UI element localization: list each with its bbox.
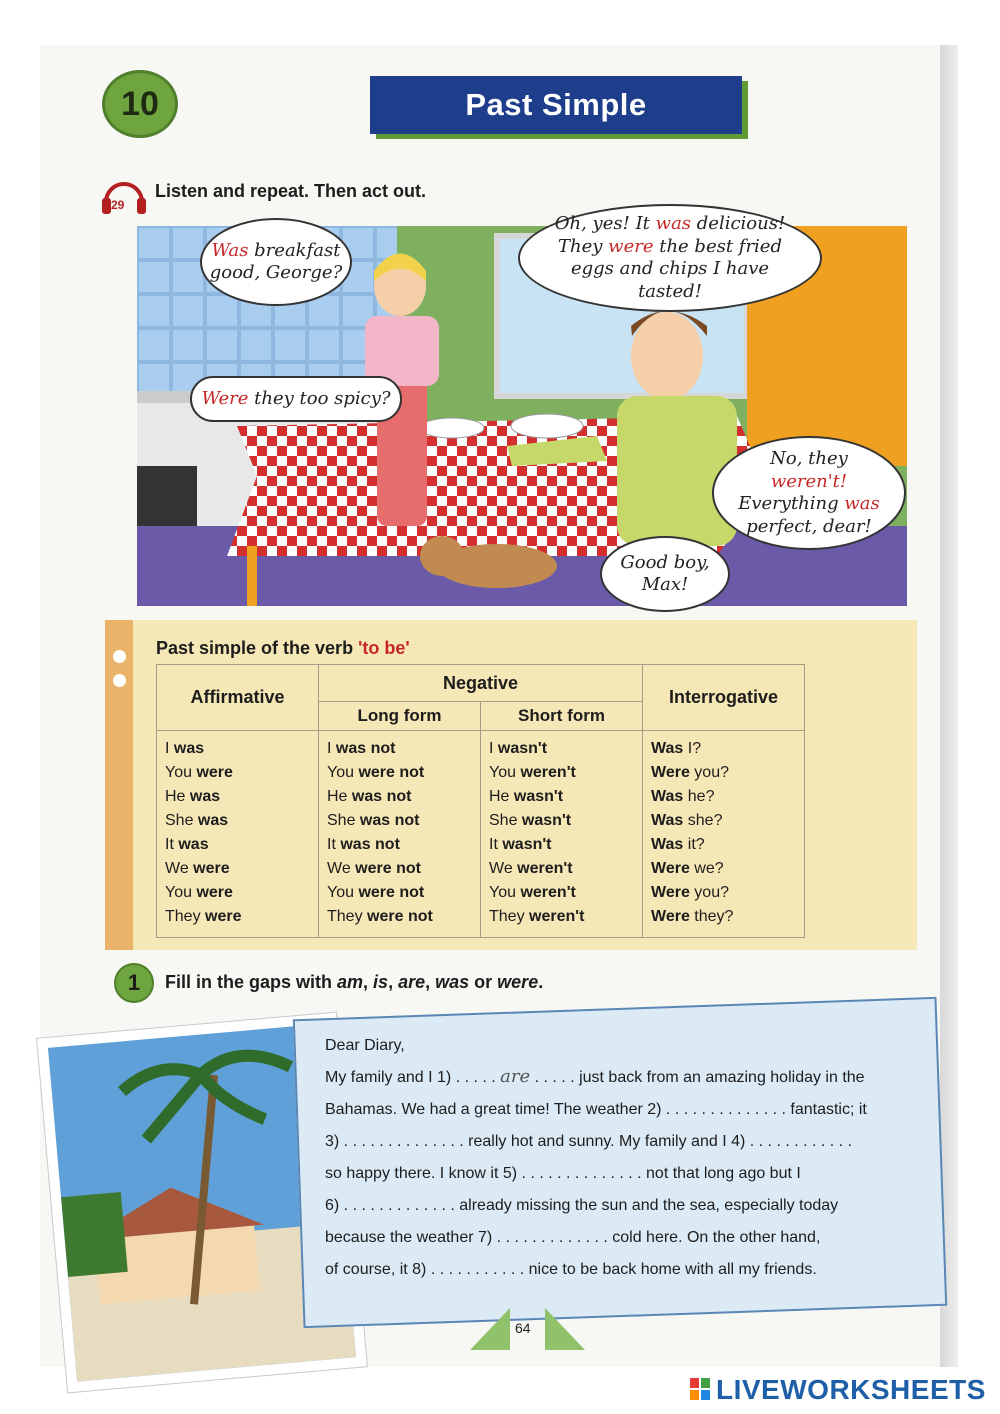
table-row (489, 833, 634, 857)
header-long-form: Long form (319, 702, 481, 731)
grammar-dot (113, 674, 126, 687)
instr-comma: , (388, 972, 399, 992)
pronoun: You (165, 884, 192, 901)
table-row (489, 905, 634, 929)
pronoun: They (489, 908, 525, 925)
table-row (651, 857, 796, 881)
bubble-5-text: Good boy, Max! (620, 551, 710, 595)
line-text: fantastic; it (785, 1101, 867, 1118)
diary-line-5 (325, 1190, 935, 1222)
line-text: nice to be back home with all my friends. (524, 1261, 817, 1278)
header-negative: Negative (319, 665, 643, 702)
verb: was (178, 836, 209, 853)
pronoun: I (327, 740, 332, 757)
bubble-2-c: delicious! They (558, 213, 786, 257)
table-row (165, 785, 310, 809)
bubble-4-e: perfect, dear! (746, 515, 872, 537)
verb: were not (355, 860, 421, 877)
grammar-title-verb: 'to be' (358, 638, 410, 658)
verb: were not (358, 764, 425, 781)
pronoun: You (327, 764, 354, 781)
page-number: 64 (515, 1320, 531, 1336)
header-affirmative: Affirmative (157, 665, 319, 731)
track-number: 29 (111, 198, 125, 212)
instr-or: or (469, 972, 498, 992)
unit-title: Past Simple (465, 87, 647, 122)
verb: weren't (529, 908, 585, 925)
gap-5[interactable]: . . . . . . . . . . . . . . (521, 1165, 642, 1182)
diary-line-1 (325, 1062, 935, 1094)
gap-7[interactable]: . . . . . . . . . . . . . (496, 1229, 608, 1246)
table-row (165, 857, 310, 881)
verb: weren't (517, 860, 573, 877)
table-row (651, 737, 796, 761)
pronoun: I? (687, 740, 702, 757)
gap-8[interactable]: . . . . . . . . . . . (430, 1261, 525, 1278)
gap-6[interactable]: . . . . . . . . . . . . . (343, 1197, 455, 1214)
line-text: cold here. On the other hand, (607, 1229, 821, 1246)
diary-line-7 (325, 1254, 935, 1286)
unit-number-badge (102, 70, 178, 138)
line-text: Bahamas. We had a great time! The weather 2) (325, 1101, 666, 1118)
bubble-4-c: Everything (738, 493, 839, 514)
pronoun: we? (694, 860, 724, 877)
line-text: really hot and sunny. My family and I 4) (463, 1133, 750, 1150)
line-text: 3) (325, 1133, 344, 1150)
pronoun: he? (687, 788, 715, 805)
table-row (651, 809, 796, 833)
verb: was (173, 740, 205, 757)
instr-text: Fill in the gaps with (165, 972, 338, 992)
table-row (165, 833, 310, 857)
pronoun: You (327, 884, 354, 901)
verb: Were (651, 884, 690, 901)
table-row (327, 905, 472, 929)
pronoun: I (489, 740, 494, 757)
verb: wasn't (502, 836, 552, 853)
pronoun: she? (687, 812, 723, 829)
table-row (489, 881, 634, 905)
bubble-2-d: were (608, 235, 654, 257)
option-were: were (497, 972, 539, 992)
verb: was (189, 788, 221, 805)
pronoun: He (489, 788, 510, 805)
grammar-box (105, 620, 917, 950)
option-am: am (337, 972, 364, 992)
verb: weren't (520, 884, 576, 901)
header-short-form: Short form (481, 702, 643, 731)
pronoun: they? (694, 908, 734, 925)
bubble-1-verb: Was (211, 239, 249, 261)
verb: Was (651, 836, 684, 853)
line-text: 6) (325, 1197, 344, 1214)
grammar-title (156, 638, 410, 659)
verb: Were (651, 860, 690, 877)
verb: Were (651, 764, 690, 781)
pronoun: We (327, 860, 351, 877)
verb: were not (358, 884, 425, 901)
speech-bubble-2 (518, 204, 822, 312)
table-row (327, 881, 472, 905)
verb: were (193, 860, 230, 877)
listen-instruction: Listen and repeat. Then act out. (155, 181, 427, 201)
to-be-table (156, 664, 805, 938)
bubble-2-a: Oh, yes! It (554, 213, 650, 234)
pronoun: you? (694, 764, 729, 781)
diary-greeting: Dear Diary, (325, 1037, 405, 1054)
line-text: so happy there. I know it 5) (325, 1165, 522, 1182)
table-row (165, 905, 310, 929)
table-row (327, 809, 472, 833)
line-text: of course, it 8) (325, 1261, 431, 1278)
option-are: are (398, 972, 426, 992)
table-row (651, 761, 796, 785)
bubble-3-verb: Were (201, 387, 249, 409)
grammar-dot (113, 650, 126, 663)
bubble-4-d: was (844, 493, 880, 514)
verb: wasn't (497, 740, 548, 757)
table-row (489, 857, 634, 881)
page-edge (940, 45, 958, 1367)
pronoun: I (165, 740, 170, 757)
option-was: was (435, 972, 470, 992)
bubble-4-a: No, they (770, 448, 848, 469)
verb: Was (651, 812, 684, 829)
table-row (489, 809, 634, 833)
diary-line-3 (325, 1126, 935, 1158)
verb: Was (651, 788, 684, 805)
gap-1-answer: are (500, 1066, 531, 1087)
pronoun: She (327, 812, 356, 829)
verb: Was (651, 740, 684, 757)
gap-3[interactable]: . . . . . . . . . . . . . . (343, 1133, 464, 1150)
verb: wasn't (513, 788, 564, 805)
instr-comma: , (363, 972, 374, 992)
verb: were (205, 908, 242, 925)
verb: was not (359, 812, 420, 829)
table-row (165, 737, 310, 761)
pronoun: We (489, 860, 513, 877)
exercise-instruction (165, 972, 543, 993)
pronoun: It (327, 836, 336, 853)
speech-bubble-4 (712, 436, 906, 550)
verb: was not (351, 788, 412, 805)
gap-1-dots: . . . . . (534, 1069, 575, 1086)
line-text: My family and I 1) (325, 1069, 456, 1086)
table-row (651, 785, 796, 809)
table-row (165, 809, 310, 833)
table-row (165, 881, 310, 905)
pronoun: you? (694, 884, 729, 901)
verb: was (197, 812, 229, 829)
table-row (651, 833, 796, 857)
table-row (327, 785, 472, 809)
short-form-list (489, 731, 634, 929)
instr-comma: , (425, 972, 436, 992)
bubble-2-e: the best fried eggs and chips I have tasted! (570, 235, 782, 302)
pronoun: They (165, 908, 201, 925)
line-text: already missing the sun and the sea, especially today (454, 1197, 839, 1214)
table-row (165, 761, 310, 785)
liveworksheets-logo[interactable]: LIVEWORKSHEETS (716, 1374, 986, 1405)
pronoun: it? (687, 836, 705, 853)
pronoun: She (489, 812, 518, 829)
speech-bubble-5 (600, 536, 730, 612)
table-row (327, 761, 472, 785)
verb: was not (340, 836, 400, 853)
affirmative-list (165, 731, 310, 929)
diary-line-6 (325, 1222, 935, 1254)
bubble-4-b: weren't! (770, 470, 848, 492)
table-row (489, 737, 634, 761)
unit-title-bar (370, 76, 742, 134)
diary-text (325, 1030, 935, 1286)
verb: weren't (520, 764, 576, 781)
line-text: just back from an amazing holiday in the (574, 1069, 865, 1086)
unit-number: 10 (121, 84, 159, 123)
table-row (327, 737, 472, 761)
speech-bubble-3 (190, 376, 402, 422)
diary-line-4 (325, 1158, 935, 1190)
pronoun: You (489, 764, 516, 781)
pronoun: She (165, 812, 194, 829)
table-row (651, 905, 796, 929)
grammar-title-text: Past simple of the verb (156, 638, 359, 658)
header-interrogative: Interrogative (643, 665, 805, 731)
liveworksheets-logo-icon (690, 1378, 710, 1400)
interrogative-list (651, 731, 796, 929)
verb: were (196, 884, 233, 901)
line-text: because the weather 7) (325, 1229, 497, 1246)
instr-period: . (538, 972, 544, 992)
speech-bubble-1 (200, 218, 352, 306)
pronoun: It (165, 836, 174, 853)
line-text: not that long ago but I (641, 1165, 801, 1182)
option-is: is (373, 972, 389, 992)
verb: were not (367, 908, 433, 925)
gap-4[interactable]: . . . . . . . . . . . . (749, 1133, 853, 1150)
long-form-list (327, 731, 472, 929)
verb: Were (651, 908, 690, 925)
gap-2[interactable]: . . . . . . . . . . . . . . (665, 1101, 786, 1118)
bubble-2-b: was (655, 213, 692, 234)
pronoun: We (165, 860, 189, 877)
exercise-number: 1 (114, 963, 154, 1003)
bubble-3-text: they too spicy? (254, 387, 391, 409)
verb: were (196, 764, 233, 781)
diary-line-2 (325, 1094, 935, 1126)
pronoun: You (165, 764, 192, 781)
pronoun: He (327, 788, 348, 805)
bubble-1-text: breakfast good, George? (209, 239, 343, 283)
table-row (327, 857, 472, 881)
table-row (489, 785, 634, 809)
table-row (489, 761, 634, 785)
pronoun: You (489, 884, 516, 901)
pronoun: He (165, 788, 186, 805)
verb: was not (335, 740, 396, 757)
table-row (651, 881, 796, 905)
pronoun: It (489, 836, 498, 853)
pronoun: They (327, 908, 363, 925)
gap-1-dots: . . . . . (455, 1069, 496, 1086)
verb: wasn't (521, 812, 572, 829)
table-row (327, 833, 472, 857)
